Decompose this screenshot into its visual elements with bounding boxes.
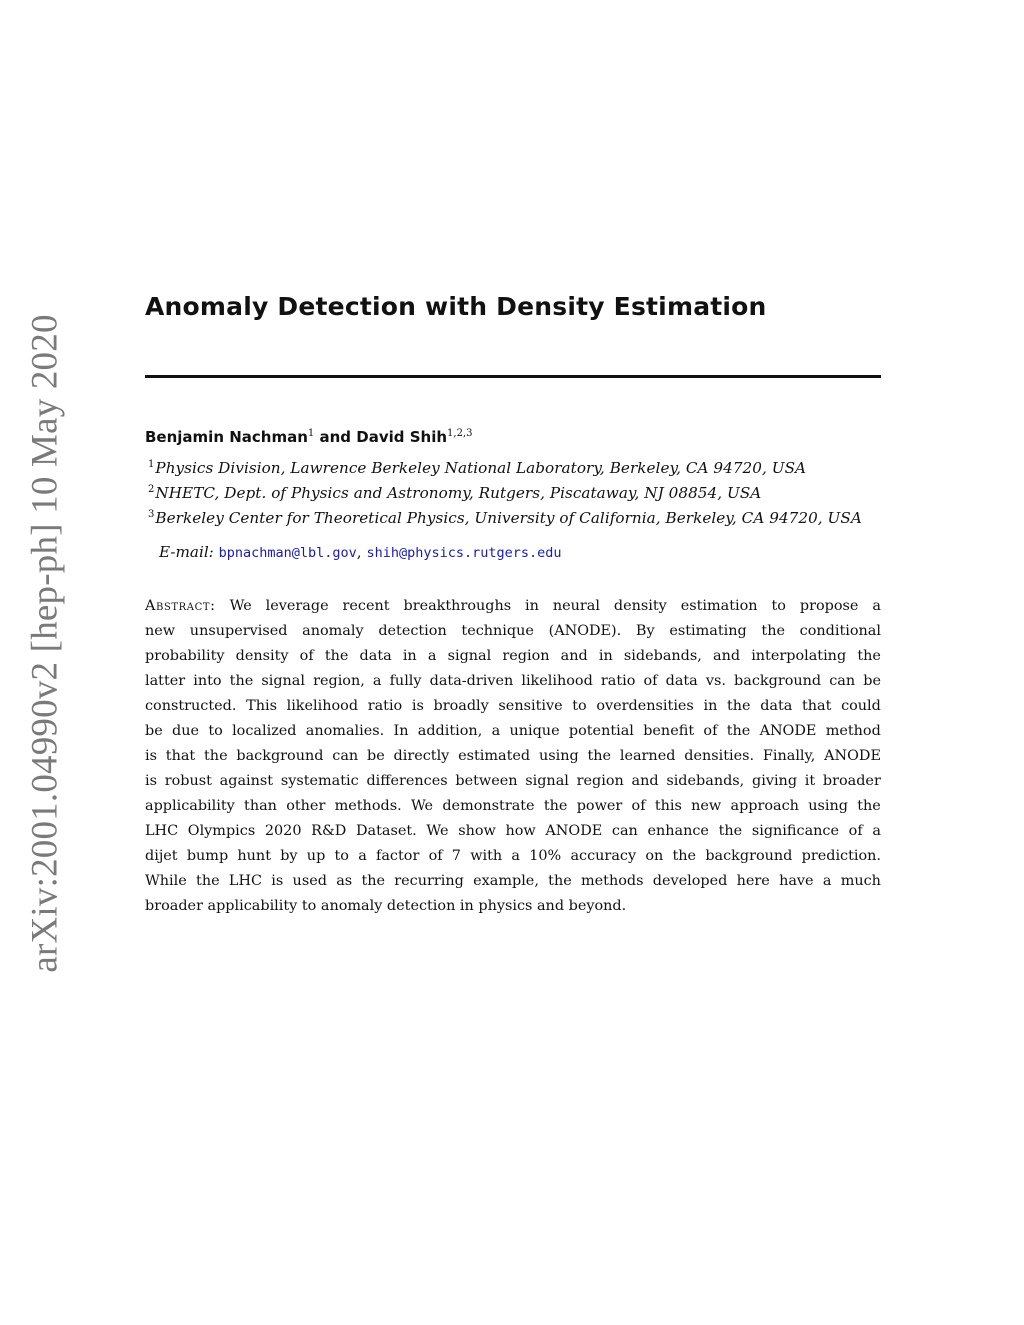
author-name: Benjamin Nachman: [145, 428, 308, 446]
affiliation-marker: 3: [148, 509, 155, 520]
affiliation-text: Physics Division, Lawrence Berkeley National Laboratory, Berkeley, CA 94720, USA: [155, 459, 807, 478]
abstract-line: While the LHC is used as the recurring example, the methods developed here have a much: [145, 873, 881, 889]
email-link-nachman[interactable]: bpnachman@lbl.gov: [218, 545, 357, 561]
abstract-line: is that the background can be directly estimated using the learned densities. Finally, ANODE: [145, 748, 881, 764]
abstract-line: is robust against systematic differences between signal region and sidebands, giving it broader: [145, 773, 881, 789]
affiliation-text: NHETC, Dept. of Physics and Astronomy, Rutgers, Piscataway, NJ 08854, USA: [155, 484, 762, 503]
abstract-line: be due to localized anomalies. In addition, a unique potential benefit of the ANODE method: [145, 723, 881, 739]
email-separator: ,: [356, 543, 367, 561]
abstract-line: latter into the signal region, a fully data-driven likelihood ratio of data vs. background can be: [145, 673, 881, 689]
affiliation-marker: 2: [148, 484, 155, 495]
email-line: [159, 543, 562, 561]
abstract-heading: Abstract:: [145, 598, 216, 614]
arxiv-stamp-text: arXiv:2001.04990v2 [hep-ph] 10 May 2020: [24, 314, 66, 973]
abstract-line: new unsupervised anomaly detection technique (ANODE). By estimating the conditional: [145, 623, 881, 639]
author-separator: and: [314, 428, 357, 446]
affiliation-3: [148, 509, 862, 527]
author-list: [145, 428, 472, 446]
email-link-shih[interactable]: shih@physics.rutgers.edu: [366, 545, 562, 561]
abstract-line: dijet bump hunt by up to a factor of 7 with a 10% accuracy on the background prediction.: [145, 848, 881, 864]
title-rule: [145, 375, 881, 378]
abstract-line-text: We leverage recent breakthroughs in neural density estimation to propose a: [229, 598, 881, 614]
paper-title: Anomaly Detection with Density Estimation: [145, 292, 767, 321]
email-label: E-mail:: [159, 543, 214, 561]
abstract-line: LHC Olympics 2020 R&D Dataset. We show how ANODE can enhance the significance of a: [145, 823, 881, 839]
abstract: [145, 594, 881, 919]
author-affiliation-marker: 1,2,3: [447, 428, 473, 439]
abstract-line: constructed. This likelihood ratio is broadly sensitive to overdensities in the data that could: [145, 698, 881, 714]
abstract-line: broader applicability to anomaly detection in physics and beyond.: [145, 898, 627, 914]
author-name: David Shih: [356, 428, 448, 446]
affiliation-1: [148, 459, 806, 477]
affiliation-2: [148, 484, 761, 502]
abstract-line: probability density of the data in a signal region and in sidebands, and interpolating the: [145, 648, 881, 664]
abstract-line: applicability than other methods. We demonstrate the power of this new approach using the: [145, 798, 881, 814]
affiliation-marker: 1: [148, 459, 155, 470]
author-affiliation-marker: 1: [307, 428, 315, 439]
affiliation-text: Berkeley Center for Theoretical Physics, University of California, Berkeley, CA 94720, USA: [155, 509, 862, 528]
arxiv-identifier-stamp: [20, 314, 70, 973]
abstract-line: [145, 594, 881, 619]
